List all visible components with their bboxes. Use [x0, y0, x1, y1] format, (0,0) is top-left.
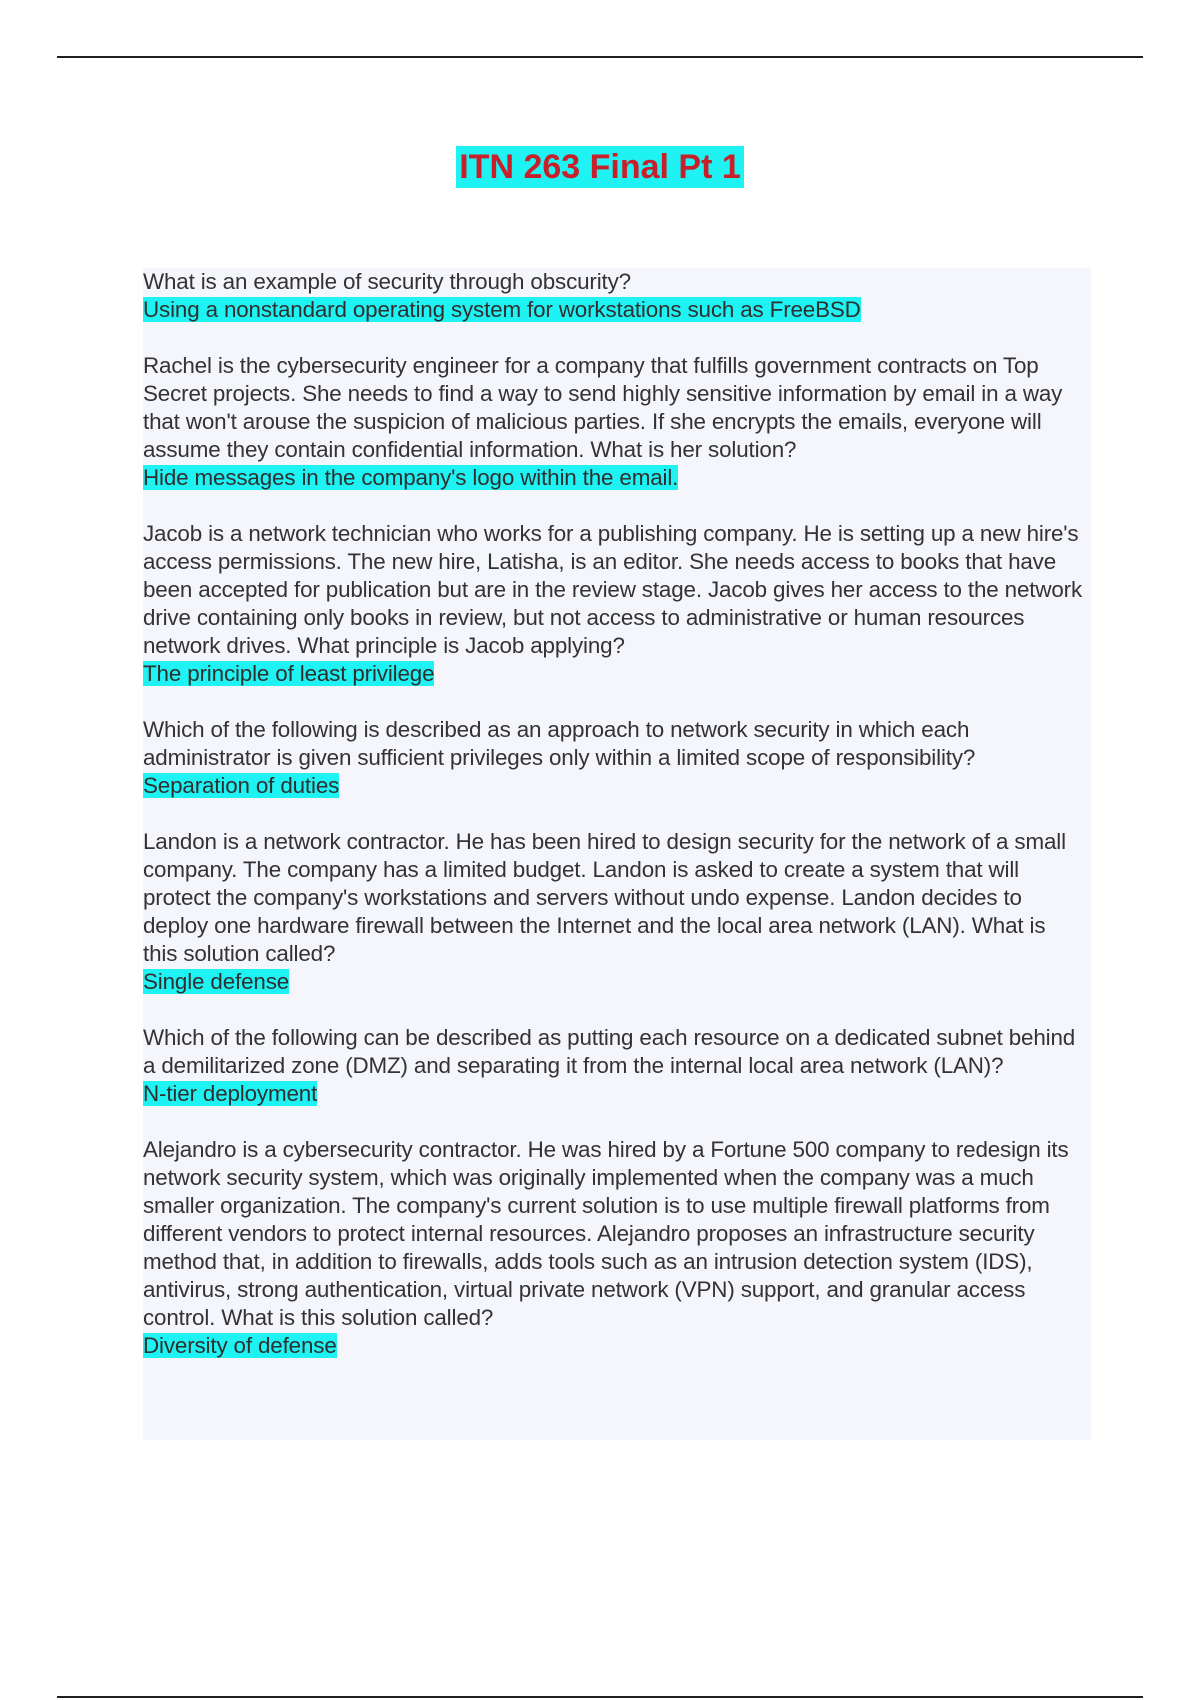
answer-highlight: Single defense — [143, 969, 290, 994]
answer-highlight: Using a nonstandard operating system for workstations such as FreeBSD — [143, 297, 861, 322]
question-text: Alejandro is a cybersecurity contractor. He was hired by a Fortune 500 company to redesign its network security system, which was originally implemented when the company was a much smaller organization. The company's current solution is to use multiple firewall platforms from different vendors to protect internal resources. Alejandro proposes an infrastructure security method that, in addition to firewalls, adds tools such as an intrusion detection system (IDS), antivirus, strong authentication, virtual private network (VPN) support, and granular access control. What is this solution called? — [143, 1137, 1069, 1330]
question-text: Rachel is the cybersecurity engineer for a company that fulfills government contracts on Top Secret projects. She needs to find a way to send highly sensitive information by email in a way that won't arouse the suspicion of malicious parties. If she encrypts the emails, everyone will assume they contain confidential information. What is her solution? — [143, 353, 1063, 462]
question-text: Landon is a network contractor. He has been hired to design security for the network of a small company. The company has a limited budget. Landon is asked to create a system that will protect the company's workstations and servers without undo expense. Landon decides to deploy one hardware firewall between the Internet and the local area network (LAN). What is this solution called? — [143, 829, 1066, 966]
question-text: Which of the following can be described as putting each resource on a dedicated subnet behind a demilitarized zone (DMZ) and separating it from the internal local area network (LAN)? — [143, 1025, 1076, 1078]
answer-highlight: The principle of least privilege — [143, 661, 435, 686]
top-rule — [57, 56, 1143, 58]
answer-highlight: Separation of duties — [143, 773, 340, 798]
qa-item — [143, 352, 1083, 492]
answer-line — [143, 772, 1083, 800]
qa-item — [143, 716, 1083, 800]
question-text: What is an example of security through obscurity? — [143, 269, 631, 294]
question-text: Jacob is a network technician who works for a publishing company. He is setting up a new hire's access permissions. The new hire, Latisha, is an editor. She needs access to books that have been accepted for publication but are in the review stage. Jacob gives her access to the network drive containing only books in review, but not access to administrative or human resources network drives. What principle is Jacob applying? — [143, 521, 1083, 658]
qa-item — [143, 828, 1083, 996]
qa-item — [143, 1136, 1083, 1360]
answer-line — [143, 1332, 1083, 1360]
answer-highlight: Hide messages in the company's logo within the email. — [143, 465, 679, 490]
answer-highlight: N-tier deployment — [143, 1081, 318, 1106]
answer-line — [143, 660, 1083, 688]
qa-list — [143, 268, 1083, 1388]
answer-line — [143, 464, 1083, 492]
question-text: Which of the following is described as an approach to network security in which each administrator is given sufficient privileges only within a limited scope of responsibility? — [143, 717, 976, 770]
qa-item — [143, 1024, 1083, 1108]
qa-panel — [143, 268, 1091, 1440]
document-title: ITN 263 Final Pt 1 — [456, 146, 744, 188]
answer-highlight: Diversity of defense — [143, 1333, 337, 1358]
answer-line — [143, 1080, 1083, 1108]
title-container — [0, 146, 1200, 188]
qa-item — [143, 520, 1083, 688]
bottom-rule — [57, 1696, 1143, 1698]
qa-item — [143, 268, 1083, 324]
answer-line — [143, 296, 1083, 324]
answer-line — [143, 968, 1083, 996]
